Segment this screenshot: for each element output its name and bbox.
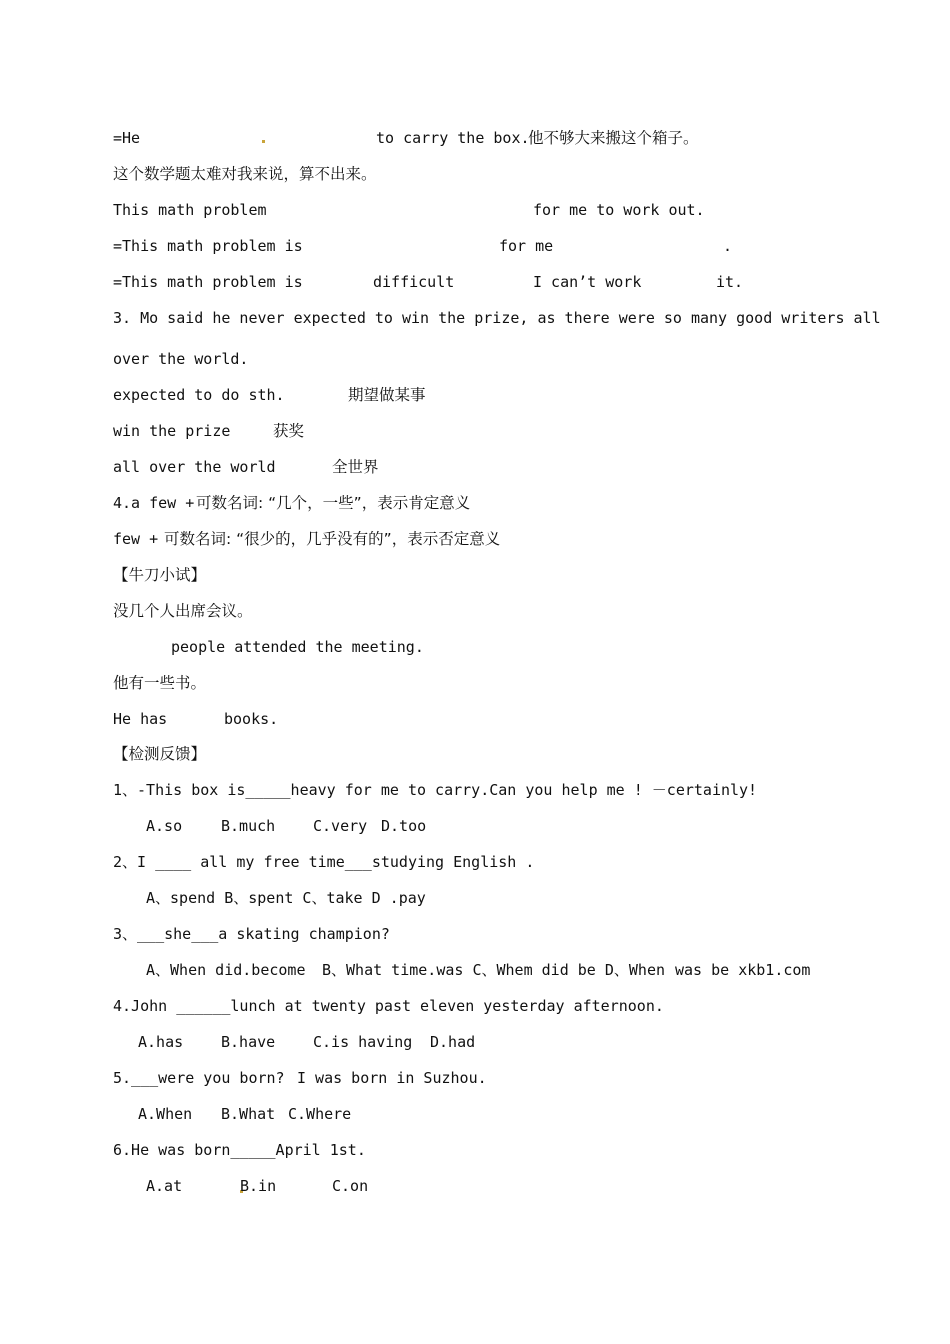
text-segment: =This math problem is [113, 273, 303, 291]
text-line [0, 199, 950, 221]
text-line [0, 528, 950, 550]
text-segment: C.Where [288, 1105, 352, 1123]
text-segment: B.have [221, 1033, 276, 1051]
text-segment: win the prize [113, 422, 231, 440]
text-segment: 3、___she___a skating champion? [113, 925, 390, 943]
text-segment: I can’t work [533, 273, 642, 291]
text-segment: C.on [332, 1177, 369, 1195]
text-segment: 没几个人出席会议。 [113, 602, 253, 620]
text-line [0, 1031, 950, 1053]
text-segment: B.What [221, 1105, 276, 1123]
text-segment: to carry the box. [376, 129, 530, 147]
text-line [0, 1175, 950, 1197]
text-line [0, 600, 950, 622]
text-line [0, 307, 950, 329]
text-line [0, 815, 950, 837]
text-segment: I was born in Suzhou. [297, 1069, 487, 1087]
text-segment: B、What time.was C、Whem did be D、When [322, 961, 666, 979]
text-line [0, 235, 950, 257]
text-segment: A、spend B、spent C、take D .pay [146, 889, 426, 907]
text-segment: 他有一些书。 [113, 674, 207, 692]
text-segment: few + [113, 530, 168, 548]
text-segment: 这个数学题太难对我来说，算不出来。 [113, 165, 377, 183]
text-segment: all over the world [113, 458, 276, 476]
text-line [0, 708, 950, 730]
text-line [0, 163, 950, 185]
text-line [0, 384, 950, 406]
text-segment: difficult [373, 273, 455, 291]
text-line [0, 743, 950, 765]
text-segment: over the world. [113, 350, 249, 368]
text-segment: This math problem [113, 201, 267, 219]
text-line [0, 995, 950, 1017]
text-line [0, 127, 950, 149]
text-line [0, 959, 950, 981]
text-segment: B.much [221, 817, 276, 835]
text-line [0, 564, 950, 586]
text-line [0, 672, 950, 694]
text-segment: 期望做某事 [348, 386, 426, 404]
text-line [0, 1067, 950, 1089]
text-segment: people attended the meeting. [171, 638, 424, 656]
text-segment: it. [716, 273, 744, 291]
text-segment: for me to work out. [533, 201, 705, 219]
text-segment: 可数名词: “很少的，几乎没有的”，表示否定意义 [164, 530, 501, 548]
text-segment: A.so [146, 817, 183, 835]
text-segment: 3. Mo said he never expected to win the prize, as there were so many good writers all [113, 309, 881, 327]
text-segment: 获奖 [273, 422, 305, 440]
text-segment: A.at [146, 1177, 183, 1195]
text-segment: C.is having [313, 1033, 413, 1051]
text-segment: A.When [138, 1105, 193, 1123]
text-segment: expected to do sth. [113, 386, 285, 404]
text-line [0, 1103, 950, 1125]
text-segment: books. [224, 710, 279, 728]
text-segment: was be xkb1.com [675, 961, 811, 979]
text-segment: for me [499, 237, 554, 255]
text-segment: B.in [240, 1177, 277, 1195]
text-segment: He has [113, 710, 168, 728]
text-segment: . [723, 237, 733, 255]
text-line [0, 348, 950, 370]
text-segment: 4.a few + [113, 494, 204, 512]
text-segment: =This math problem is [113, 237, 303, 255]
text-line [0, 271, 950, 293]
text-segment: C.very [313, 817, 368, 835]
text-line [0, 923, 950, 945]
text-line [0, 636, 950, 658]
text-line [0, 492, 950, 514]
text-segment: =He [113, 129, 141, 147]
text-line [0, 779, 950, 801]
text-segment: 【牛刀小试】 [113, 566, 207, 584]
text-segment: 4.John ______lunch at twenty past eleven yesterday afternoon. [113, 997, 664, 1015]
text-segment: A.has [138, 1033, 184, 1051]
text-segment: 全世界 [332, 458, 379, 476]
text-segment: 【检测反馈】 [113, 745, 207, 763]
text-segment: 他不够大来搬这个箱子。 [528, 129, 699, 147]
text-segment: D.too [381, 817, 427, 835]
text-segment: 可数名词: “几个，一些”，表示肯定意义 [196, 494, 471, 512]
text-line [0, 887, 950, 909]
text-line [0, 1139, 950, 1161]
text-segment: A、When did.become [146, 961, 306, 979]
text-line [0, 420, 950, 442]
text-segment: 1、-This box is_____heavy for me to carry.Can you help me ! －certainly! [113, 781, 758, 799]
text-segment: 5.___were you born? [113, 1069, 285, 1087]
text-line [0, 851, 950, 873]
text-line [0, 456, 950, 478]
text-segment: 2、I ____ all my free time___studying English . [113, 853, 535, 871]
text-segment: 6.He was born_____April 1st. [113, 1141, 366, 1159]
text-segment: D.had [430, 1033, 476, 1051]
